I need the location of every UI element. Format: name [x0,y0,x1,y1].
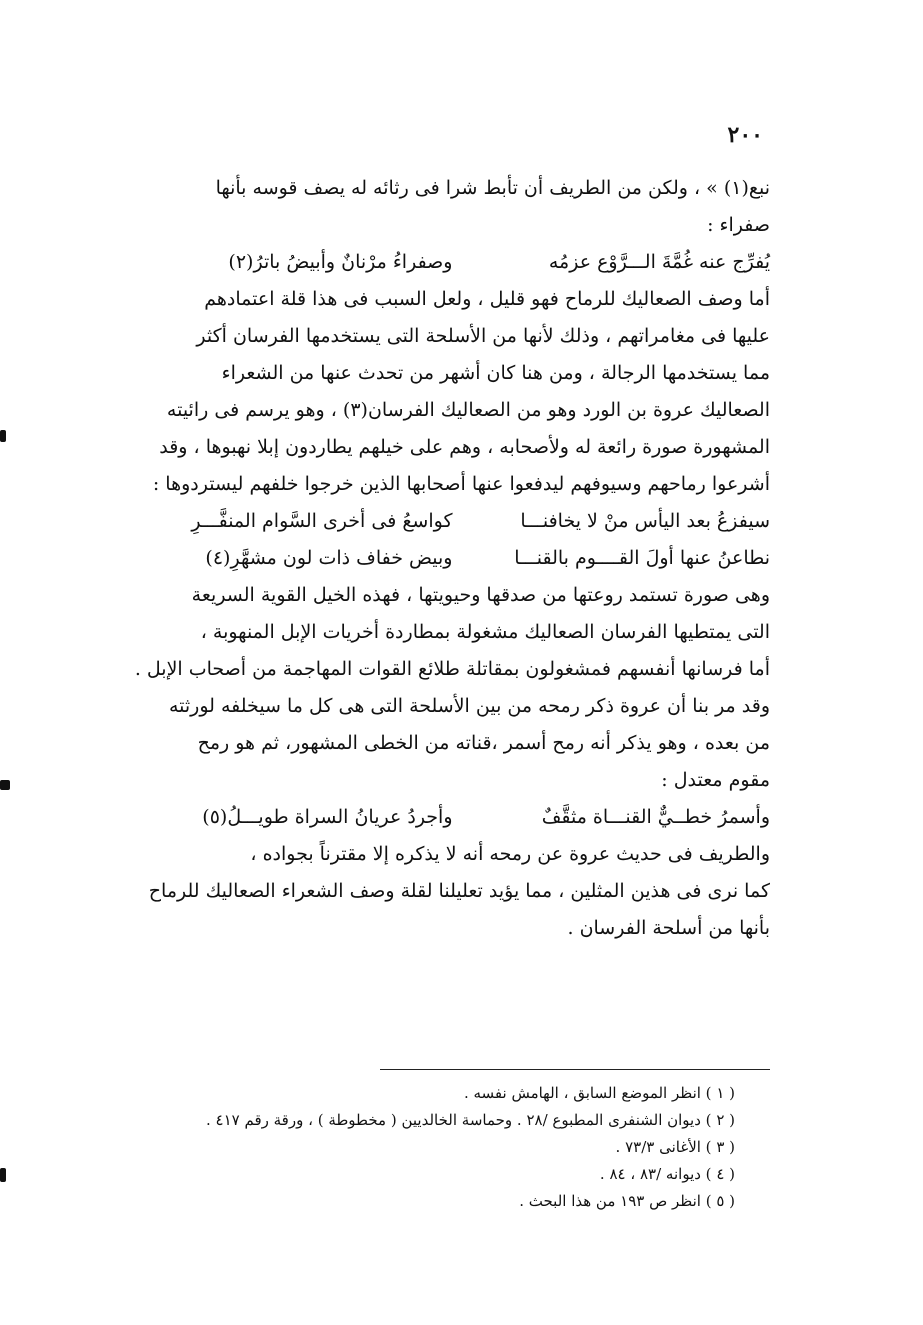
verse-line [135,503,770,540]
text-line: والطريف فى حديث عروة عن رمحه أنه لا يذكره إلا مقترناً بجواده ، [250,843,770,865]
page-body [135,170,770,947]
footnote: ( ١ ) انظر الموضع السابق ، الهامش نفسه . [463,1084,735,1102]
text-line: أشرعوا رماحهم وسيوفهم ليدفعوا عنها أصحابها الذين خرجوا خلفهم ليستردوها : [152,473,770,495]
scan-mark [0,430,6,442]
text-line: أما فرسانها أنفسهم فمشغولون بمقاتلة طلائع القوات المهاجمة من أصحاب الإبل . [135,658,770,680]
verse-first-hemistich: يُفرِّج عنه غُمَّةَ الـــرَّوْع عزمُه [548,251,770,273]
verse-first-hemistich: وأسمرُ خطــيٌّ القنـــاة مثقَّفٌ [541,806,770,828]
text-line: نبع(١) » ، ولكن من الطريف أن تأبط شرا فى رثائه له يصف قوسه بأنها [215,177,770,199]
verse-second-hemistich: وبيض خفاف ذات لون مشهَّرِ(٤) [205,547,453,569]
footnote: ( ٤ ) ديوانه /٨٣ ، ٨٤ . [599,1165,735,1183]
scan-mark [0,1168,6,1182]
verse-line [135,799,770,836]
verse-line [135,244,770,281]
verse-second-hemistich: وأجردُ عريانُ السراة طويـــلُ(٥) [202,806,453,828]
text-line: التى يمتطيها الفرسان الصعاليك مشغولة بمطاردة أخريات الإبل المنهوبة ، [200,621,770,643]
text-line: من بعده ، وهو يذكر أنه رمح أسمر ،قناته من الخطى المشهور، ثم هو رمح [197,732,770,754]
verse-line [135,540,770,577]
footnote: ( ٣ ) الأغانى ٧٣/٣ . [615,1138,735,1156]
verse-second-hemistich: كواسعُ فى أخرى السَّوام المنفَّـــرِ [191,510,453,532]
text-line: مما يستخدمها الرجالة ، ومن هنا كان أشهر من تحدث عنها من الشعراء [221,362,770,384]
text-line: بأنها من أسلحة الفرسان . [567,917,770,939]
verse-first-hemistich: نطاعنُ عنها أولَ القــــوم بالقنـــا [514,547,770,569]
footnotes [160,1080,735,1215]
text-line: صفراء : [707,214,770,236]
text-line: الصعاليك عروة بن الورد وهو من الصعاليك الفرسان(٣) ، وهو يرسم فى رائيته [166,399,770,421]
verse-second-hemistich: وصفراءُ مرْنانٌ وأبيضُ باترُ(٢) [228,251,453,273]
text-line: أما وصف الصعاليك للرماح فهو قليل ، ولعل السبب فى هذا قلة اعتمادهم [204,288,770,310]
text-line: كما نرى فى هذين المثلين ، مما يؤيد تعليلنا لقلة وصف الشعراء الصعاليك للرماح [148,880,770,902]
footnote: ( ٥ ) انظر ص ١٩٣ من هذا البحث . [519,1192,735,1210]
footnote: ( ٢ ) ديوان الشنفرى المطبوع /٢٨ . وحماسة الخالديين ( مخطوطة ) ، ورقة رقم ٤١٧ . [205,1111,735,1129]
verse-first-hemistich: سيفزعُ بعد اليأس منْ لا يخافنـــا [520,510,770,532]
text-line: المشهورة صورة رائعة له ولأصحابه ، وهم على خيلهم يطاردون إبلا نهبوها ، وقد [159,436,770,458]
page-number: ٢٠٠ [727,122,763,148]
text-line: مقوم معتدل : [661,769,770,791]
scan-mark [0,780,10,790]
footnote-divider [380,1069,770,1070]
text-line: وقد مر بنا أن عروة ذكر رمحه من بين الأسلحة التى هى كل ما سيخلفه لورثته [168,695,770,717]
text-line: وهى صورة تستمد روعتها من صدقها وحيويتها ، فهذه الخيل القوية السريعة [191,584,770,606]
text-line: عليها فى مغامراتهم ، وذلك لأنها من الأسلحة التى يستخدمها الفرسان أكثر [196,325,770,347]
